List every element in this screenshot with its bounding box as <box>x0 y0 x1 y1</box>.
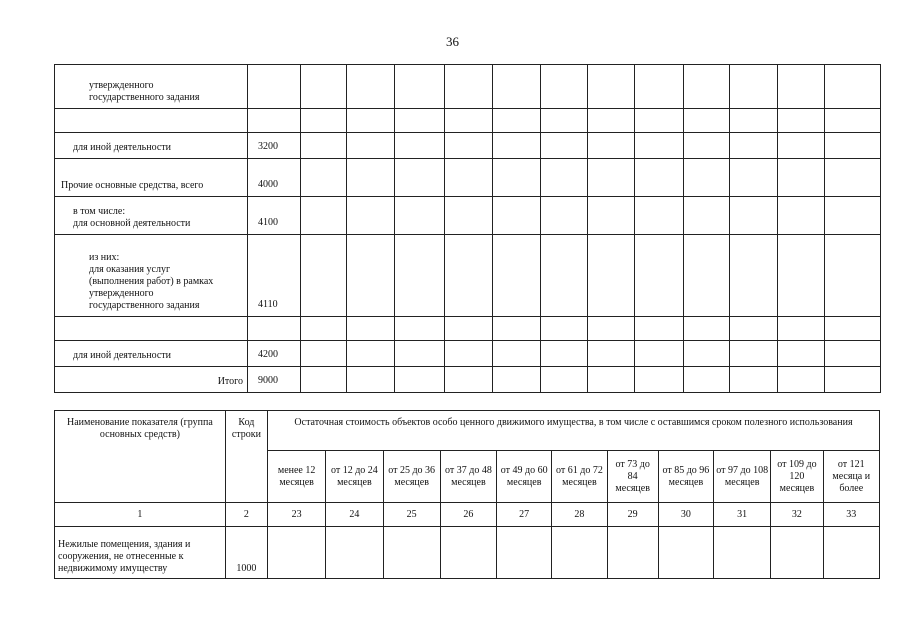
residual-value-table-continued <box>54 64 881 393</box>
value-cell <box>823 527 879 579</box>
value-cell <box>347 159 395 197</box>
value-cell <box>778 197 825 235</box>
header-period-5: от 49 до 60 месяцев <box>497 451 552 503</box>
value-cell <box>778 65 825 109</box>
value-cell <box>395 109 445 133</box>
row-code: 4200 <box>248 341 301 367</box>
value-cell <box>635 197 684 235</box>
row-label-line: из них: <box>89 252 120 263</box>
row-label <box>55 197 248 235</box>
value-cell <box>395 65 445 109</box>
row-label-line: для основной деятельности <box>73 218 191 229</box>
row-label-line: (выполнения работ) в рамках <box>89 276 214 287</box>
value-cell <box>730 197 778 235</box>
value-cell <box>493 109 541 133</box>
value-cell <box>825 109 881 133</box>
valuable-movable-property-table <box>54 410 880 579</box>
value-cell <box>541 341 588 367</box>
value-cell <box>301 133 347 159</box>
value-cell <box>825 367 881 393</box>
value-cell <box>635 65 684 109</box>
value-cell <box>684 109 730 133</box>
column-number: 32 <box>771 503 823 527</box>
column-number: 25 <box>383 503 440 527</box>
value-cell <box>445 367 493 393</box>
value-cell <box>347 317 395 341</box>
value-cell <box>635 159 684 197</box>
value-cell <box>395 341 445 367</box>
value-cell <box>588 317 635 341</box>
value-cell <box>445 197 493 235</box>
row-label-line: Итого <box>217 376 243 387</box>
value-cell <box>730 133 778 159</box>
value-cell <box>395 367 445 393</box>
header-period-1: менее 12 месяцев <box>267 451 325 503</box>
page-number: 36 <box>446 34 459 49</box>
column-number: 2 <box>225 503 267 527</box>
value-cell <box>493 341 541 367</box>
table-row <box>55 197 881 235</box>
value-cell <box>684 341 730 367</box>
row-label: Нежилые помещения, здания и сооружения, не отнесенные к недвижимому имуществу <box>55 527 226 579</box>
row-label <box>55 109 248 133</box>
row-label <box>55 65 248 109</box>
value-cell <box>825 197 881 235</box>
column-number: 29 <box>607 503 658 527</box>
value-cell <box>684 159 730 197</box>
value-cell <box>493 367 541 393</box>
value-cell <box>635 133 684 159</box>
value-cell <box>541 65 588 109</box>
value-cell <box>301 341 347 367</box>
table-row <box>55 159 881 197</box>
value-cell <box>825 235 881 317</box>
value-cell <box>445 317 493 341</box>
row-label-line: для иной деятельности <box>73 350 171 361</box>
table-row <box>55 341 881 367</box>
value-cell <box>730 367 778 393</box>
value-cell <box>607 527 658 579</box>
row-code: 4110 <box>248 235 301 317</box>
table-row <box>55 235 881 317</box>
value-cell <box>635 341 684 367</box>
row-label-line: для иной деятельности <box>73 142 171 153</box>
column-number: 30 <box>658 503 713 527</box>
value-cell <box>588 159 635 197</box>
value-cell <box>301 109 347 133</box>
table-row <box>55 317 881 341</box>
value-cell <box>445 159 493 197</box>
header-period-3: от 25 до 36 месяцев <box>383 451 440 503</box>
value-cell <box>684 367 730 393</box>
value-cell <box>730 65 778 109</box>
value-cell <box>267 527 325 579</box>
value-cell <box>383 527 440 579</box>
value-cell <box>684 235 730 317</box>
value-cell <box>493 65 541 109</box>
row-code: 4100 <box>248 197 301 235</box>
value-cell <box>493 317 541 341</box>
value-cell <box>778 341 825 367</box>
value-cell <box>541 367 588 393</box>
row-label-line: государственного задания <box>89 92 200 103</box>
value-cell <box>714 527 771 579</box>
column-number: 1 <box>55 503 226 527</box>
value-cell <box>493 235 541 317</box>
column-number: 27 <box>497 503 552 527</box>
row-label <box>55 235 248 317</box>
value-cell <box>778 235 825 317</box>
row-label-line: для оказания услуг <box>89 264 171 275</box>
value-cell <box>635 317 684 341</box>
value-cell <box>347 341 395 367</box>
row-code: 4000 <box>248 159 301 197</box>
value-cell <box>301 317 347 341</box>
value-cell <box>395 159 445 197</box>
row-label-line: государственного задания <box>89 300 200 311</box>
value-cell <box>347 367 395 393</box>
value-cell <box>825 65 881 109</box>
value-cell <box>635 235 684 317</box>
header-line-code: Код строки <box>225 411 267 503</box>
value-cell <box>301 65 347 109</box>
value-cell <box>541 317 588 341</box>
value-cell <box>730 159 778 197</box>
value-cell <box>445 341 493 367</box>
value-cell <box>497 527 552 579</box>
value-cell <box>493 133 541 159</box>
value-cell <box>347 235 395 317</box>
header-period-9: от 97 до 108 месяцев <box>714 451 771 503</box>
value-cell <box>730 109 778 133</box>
table-row <box>55 367 881 393</box>
row-label-line <box>61 116 244 128</box>
value-cell <box>778 159 825 197</box>
header-period-2: от 12 до 24 месяцев <box>326 451 383 503</box>
value-cell <box>730 341 778 367</box>
value-cell <box>588 65 635 109</box>
value-cell <box>445 133 493 159</box>
value-cell <box>347 133 395 159</box>
value-cell <box>347 197 395 235</box>
row-label <box>55 341 248 367</box>
value-cell <box>395 235 445 317</box>
value-cell <box>301 159 347 197</box>
row-label-line <box>61 324 244 336</box>
row-code <box>248 65 301 109</box>
header-period-7: от 73 до 84 месяцев <box>607 451 658 503</box>
value-cell <box>778 109 825 133</box>
column-number: 23 <box>267 503 325 527</box>
row-code <box>248 109 301 133</box>
value-cell <box>730 235 778 317</box>
header-period-4: от 37 до 48 месяцев <box>440 451 496 503</box>
value-cell <box>326 527 383 579</box>
table-row <box>55 109 881 133</box>
value-cell <box>778 367 825 393</box>
value-cell <box>778 317 825 341</box>
value-cell <box>301 235 347 317</box>
value-cell <box>395 197 445 235</box>
value-cell <box>588 109 635 133</box>
value-cell <box>635 367 684 393</box>
header-period-11: от 121 месяца и более <box>823 451 879 503</box>
value-cell <box>445 109 493 133</box>
value-cell <box>825 133 881 159</box>
value-cell <box>825 341 881 367</box>
row-code <box>248 317 301 341</box>
value-cell <box>440 527 496 579</box>
column-number: 28 <box>552 503 607 527</box>
value-cell <box>541 197 588 235</box>
value-cell <box>301 367 347 393</box>
value-cell <box>347 109 395 133</box>
column-number: 33 <box>823 503 879 527</box>
row-label-line: утвержденного <box>89 80 154 91</box>
table-row <box>55 527 880 579</box>
table-row <box>55 65 881 109</box>
row-code: 3200 <box>248 133 301 159</box>
row-label-line: утвержденного <box>89 288 154 299</box>
row-label-line: в том числе: <box>73 206 126 217</box>
value-cell <box>730 317 778 341</box>
value-cell <box>658 527 713 579</box>
value-cell <box>493 159 541 197</box>
value-cell <box>588 367 635 393</box>
value-cell <box>684 133 730 159</box>
value-cell <box>588 197 635 235</box>
value-cell <box>771 527 823 579</box>
table-row <box>55 133 881 159</box>
value-cell <box>684 317 730 341</box>
row-label <box>55 133 248 159</box>
value-cell <box>588 341 635 367</box>
header-period-10: от 109 до 120 месяцев <box>771 451 823 503</box>
row-code: 1000 <box>225 527 267 579</box>
header-period-8: от 85 до 96 месяцев <box>658 451 713 503</box>
value-cell <box>684 197 730 235</box>
value-cell <box>493 197 541 235</box>
row-label <box>55 317 248 341</box>
value-cell <box>552 527 607 579</box>
value-cell <box>825 159 881 197</box>
value-cell <box>541 109 588 133</box>
value-cell <box>541 235 588 317</box>
value-cell <box>301 197 347 235</box>
value-cell <box>541 159 588 197</box>
value-cell <box>445 235 493 317</box>
column-number: 26 <box>440 503 496 527</box>
row-code: 9000 <box>248 367 301 393</box>
row-label <box>55 367 248 393</box>
value-cell <box>588 133 635 159</box>
value-cell <box>445 65 493 109</box>
value-cell <box>684 65 730 109</box>
value-cell <box>588 235 635 317</box>
header-indicator-name: Наименование показателя (группа основных средств) <box>55 411 226 503</box>
value-cell <box>778 133 825 159</box>
header-residual-value-group: Остаточная стоимость объектов особо ценного движимого имущества, в том числе с оставшимся сроком полезного использования <box>267 411 879 451</box>
value-cell <box>825 317 881 341</box>
value-cell <box>635 109 684 133</box>
row-label <box>55 159 248 197</box>
column-number: 24 <box>326 503 383 527</box>
value-cell <box>347 65 395 109</box>
header-period-6: от 61 до 72 месяцев <box>552 451 607 503</box>
value-cell <box>395 317 445 341</box>
value-cell <box>541 133 588 159</box>
value-cell <box>395 133 445 159</box>
column-number: 31 <box>714 503 771 527</box>
row-label-line: Прочие основные средства, всего <box>61 180 204 191</box>
